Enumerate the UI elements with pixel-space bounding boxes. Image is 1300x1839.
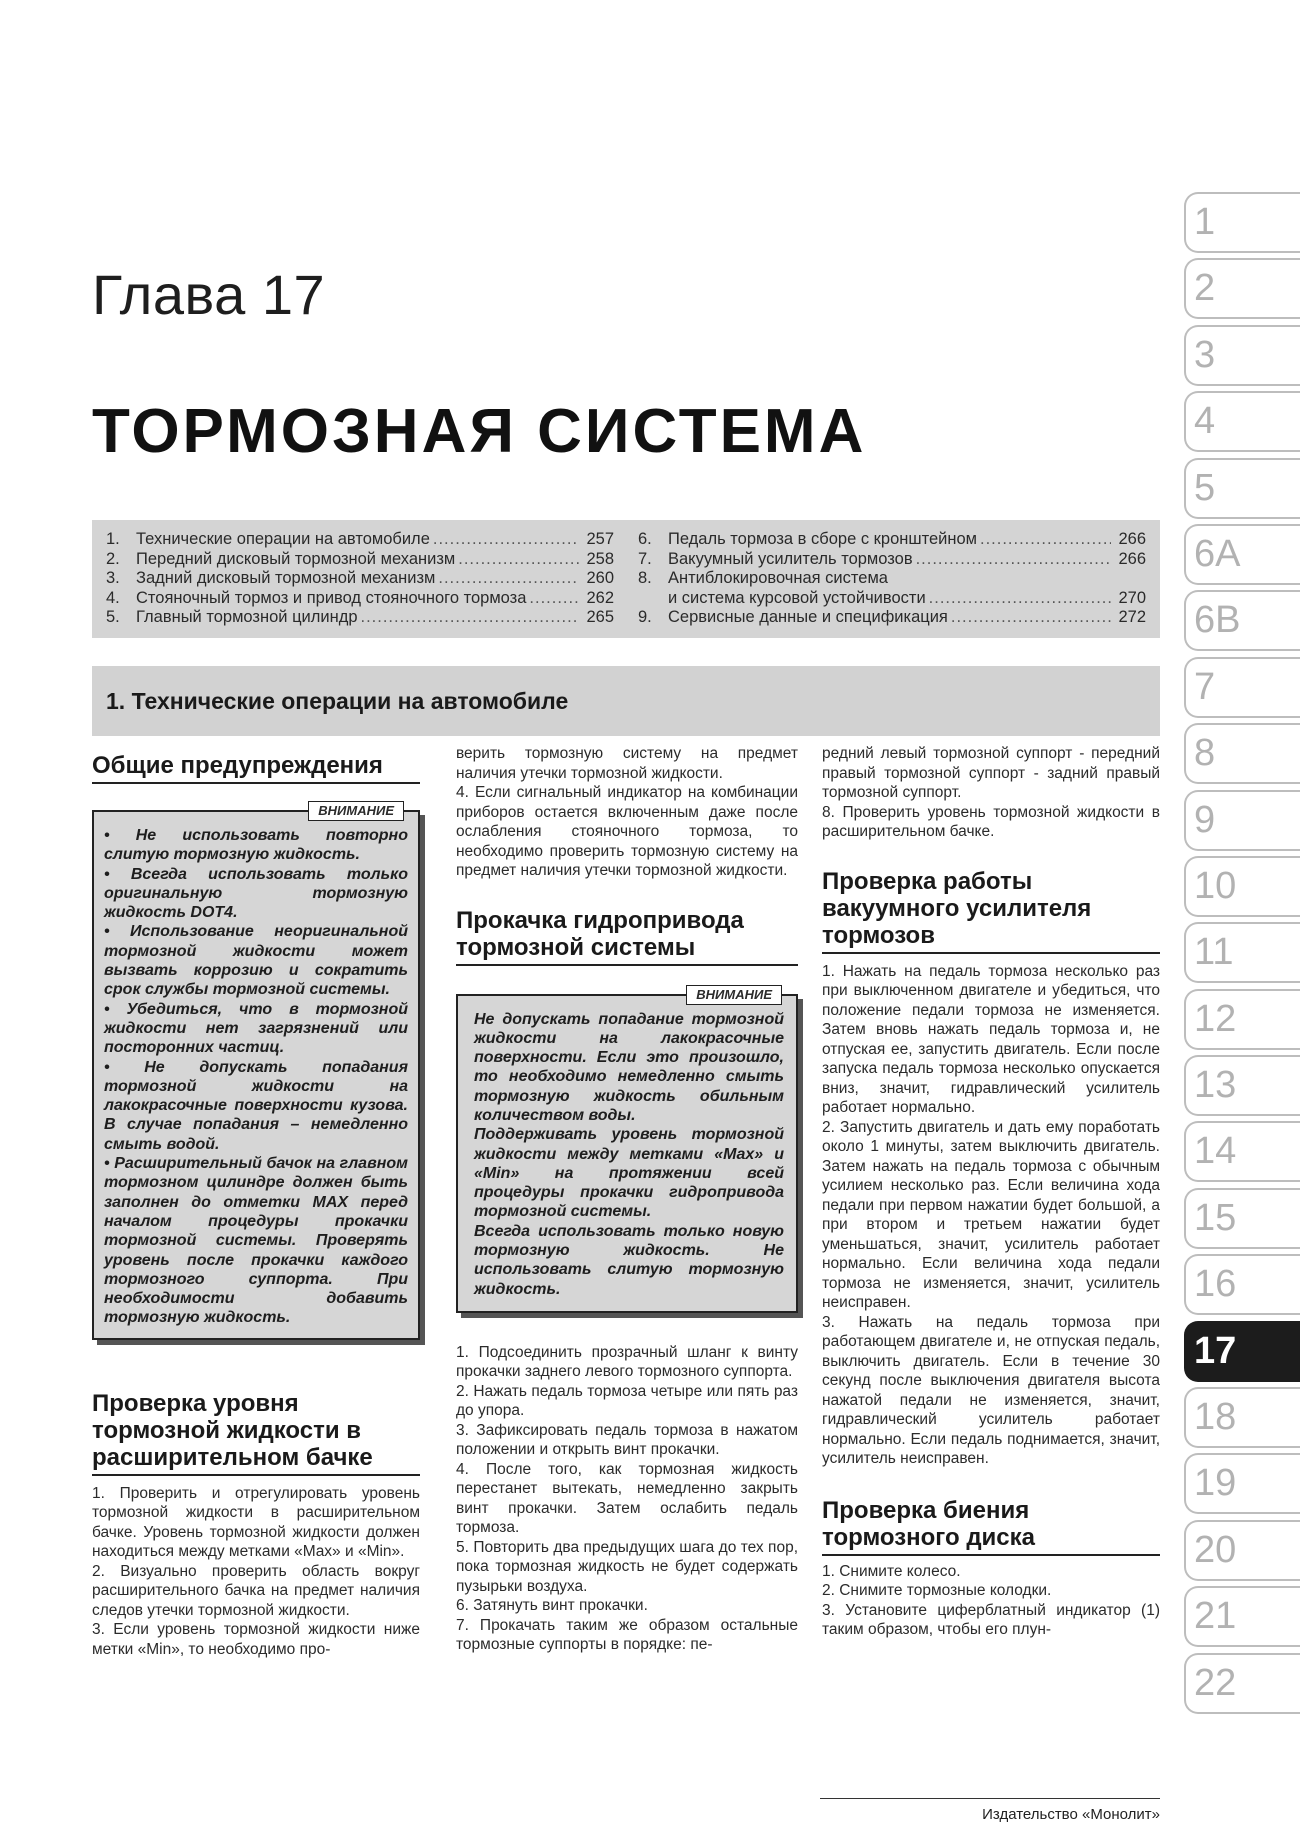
chapter-tab[interactable]: 9: [1184, 790, 1300, 851]
chapter-heading: Глава 17: [92, 263, 326, 326]
paragraph: 4. После того, как тормозная жидкость перестанет вытекать, немедленно закрыть винт прокачки. Затем ослабить педаль тормоза.: [456, 1460, 798, 1537]
warning-text: Всегда использовать только новую тормозную жидкость. Не использовать слитую тормозную жидкость.: [474, 1222, 784, 1298]
warning-label: ВНИМАНИЕ: [686, 985, 782, 1005]
chapter-tab[interactable]: 15: [1184, 1188, 1300, 1249]
warning-text: • Расширительный бачок на главном тормозном цилиндре должен быть заполнен до отметки MAX перед началом процедуры прокачки тормозной системы. Проверять уровень после прокачки каждого тормозного суппорта. При необходимости добавить тормозную жидкость.: [104, 1155, 408, 1327]
warning-text: • Использование неоригинальной тормозной жидкости может вызвать коррозию и сократить срок службы тормозной системы.: [104, 923, 408, 999]
section-heading: 1. Технические операции на автомобиле: [92, 666, 1160, 736]
warning-text: • Убедиться, что в тормозной жидкости нет загрязнений или посторонних частиц.: [104, 1000, 408, 1057]
chapter-tab[interactable]: 11: [1184, 922, 1300, 983]
chapter-tab[interactable]: 4: [1184, 391, 1300, 452]
column-3: [822, 744, 1160, 1640]
paragraph: 2. Визуально проверить область вокруг расширительного бачка на предмет наличия следов утечки тормозной жидкости.: [92, 1562, 420, 1619]
paragraph: редний левый тормозной суппорт - передний правый тормозной суппорт - задний правый тормозной суппорт.: [822, 745, 1160, 801]
chapter-tab[interactable]: 12: [1184, 989, 1300, 1050]
warning-box: [92, 803, 420, 1340]
chapter-tab[interactable]: 2: [1184, 258, 1300, 319]
paragraph: 7. Прокачать таким же образом остальные тормозные суппорты в порядке: пе-: [456, 1616, 798, 1654]
column-1: [92, 752, 420, 1659]
toc-item[interactable]: 2. Передний дисковый тормозной механизм ..... 258: [106, 550, 614, 570]
chapter-tab[interactable]: 21: [1184, 1586, 1300, 1647]
paragraph: 5. Повторить два предыдущих шага до тех пор, пока тормозная жидкость не будет содержать пузырьки воздуха.: [456, 1538, 798, 1595]
vacuum-steps: [822, 962, 1160, 1469]
toc-item[interactable]: 9. Сервисные данные и спецификация ..... 272: [638, 608, 1146, 628]
chapter-tab[interactable]: 6A: [1184, 524, 1300, 585]
toc-column-right: [638, 530, 1146, 628]
heading-bleeding: Прокачка гидропривода тормозной системы: [456, 907, 798, 966]
publisher-footer: Издательство «Монолит»: [982, 1806, 1160, 1823]
warning-text: • Не допускать попадания тормозной жидкости на лакокрасочные поверхности кузова. В случае попадания – немедленно смыть водой.: [104, 1058, 408, 1153]
chapter-tab[interactable]: 16: [1184, 1254, 1300, 1315]
warning-text: Поддерживать уровень тормозной жидкости между метками «Max» и «Min» на протяжении всей процедуры прокачки гидропривода тормозной системы.: [474, 1126, 784, 1221]
paragraph: 3. Зафиксировать педаль тормоза в нажатом положении и открыть винт прокачки.: [456, 1421, 798, 1459]
warning-text: • Всегда использовать только оригинальную тормозную жидкость DOT4.: [104, 865, 408, 922]
warning-text: Не допускать попадание тормозной жидкости на лакокрасочные поверхности. Если это произошло, то необходимо немедленно смыть тормозную жидкость обильным количеством воды.: [474, 1010, 784, 1124]
paragraph: 1. Нажать на педаль тормоза несколько раз при выключенном двигателе и убедиться, что положение педали тормоза не изменяется. Затем вновь нажать педаль тормоза и, не отпуская ее, запустить двигатель. Если после запуска педаль тормоза несколько опускается вниз, значит, гидравлический усилитель работает нормально.: [822, 962, 1160, 1116]
warning-box: [456, 986, 798, 1313]
warning-text: • Не использовать повторно слитую тормозную жидкость.: [104, 827, 408, 864]
paragraph: 4. Если сигнальный индикатор на комбинации приборов остается включенным даже после ослабления стояночного тормоза, то необходимо проверить тормозную систему на предмет наличия утечки тормозной жидкости.: [456, 784, 798, 879]
chapter-tab[interactable]: 10: [1184, 856, 1300, 917]
toc-column-left: [106, 530, 614, 628]
toc-item[interactable]: 8. Антиблокировочная система: [638, 569, 888, 587]
paragraph: верить тормозную систему на предмет наличия утечки тормозной жидкости.: [456, 745, 798, 782]
disc-steps: [822, 1562, 1160, 1640]
paragraph: 6. Затянуть винт прокачки.: [456, 1597, 648, 1615]
toc-item[interactable]: 3. Задний дисковый тормозной механизм ..... 260: [106, 569, 614, 589]
toc-item[interactable]: 1. Технические операции на автомобиле ..... 257: [106, 530, 614, 550]
chapter-tab[interactable]: 5: [1184, 458, 1300, 519]
heading-fluid-level: Проверка уровня тормозной жидкости в расширительном бачке: [92, 1390, 420, 1476]
chapter-tab[interactable]: 1: [1184, 192, 1300, 253]
heading-disc-runout: Проверка биения тормозного диска: [822, 1497, 1160, 1556]
chapter-tab[interactable]: 13: [1184, 1055, 1300, 1116]
paragraph: 3. Если уровень тормозной жидкости ниже метки «Min», то необходимо про-: [92, 1621, 420, 1658]
toc-item[interactable]: 5. Главный тормозной цилиндр ..... 265: [106, 608, 614, 628]
paragraph: 1. Подсоединить прозрачный шланг к винту прокачки заднего левого тормозного суппорта.: [456, 1343, 798, 1381]
chapter-tab[interactable]: 6B: [1184, 590, 1300, 651]
paragraph: 1. Проверить и отрегулировать уровень тормозной жидкости в расширительном бачке. Уровень тормозной жидкости должен находиться между метками «Max» и «Min».: [92, 1484, 420, 1561]
page-title: ТОРМОЗНАЯ СИСТЕМА: [92, 397, 867, 466]
chapter-tab[interactable]: 8: [1184, 723, 1300, 784]
toc-item[interactable]: 6. Педаль тормоза в сборе с кронштейном ..... 266: [638, 530, 1146, 550]
chapter-tab[interactable]: 17: [1184, 1321, 1300, 1382]
toc-item[interactable]: 7. Вакуумный усилитель тормозов ..... 266: [638, 550, 1146, 570]
footer-rule: [820, 1798, 1160, 1799]
bleeding-steps: [456, 1343, 798, 1655]
paragraph: 3. Установите циферблатный индикатор (1) таким образом, чтобы его плун-: [822, 1601, 1160, 1638]
paragraph: 1. Снимите колесо.: [822, 1562, 961, 1580]
toc-item[interactable]: 4. Стояночный тормоз и привод стояночного тормоза ..... 262: [106, 589, 614, 609]
chapter-tab[interactable]: 22: [1184, 1653, 1300, 1714]
heading-vacuum-booster: Проверка работы вакуумного усилителя тормозов: [822, 868, 1160, 954]
paragraph: 2. Снимите тормозные колодки.: [822, 1582, 1052, 1599]
column-2: [456, 744, 798, 1655]
table-of-contents: [92, 520, 1160, 638]
chapter-tabs: [1184, 192, 1300, 1719]
paragraph: 2. Нажать педаль тормоза четыре или пять раз до упора.: [456, 1382, 798, 1420]
warning-label: ВНИМАНИЕ: [308, 801, 404, 821]
chapter-tab[interactable]: 7: [1184, 657, 1300, 718]
chapter-tab[interactable]: 18: [1184, 1387, 1300, 1448]
fluid-level-steps: [92, 1484, 420, 1660]
toc-item[interactable]: и система курсовой устойчивости ..... 270: [638, 589, 1146, 609]
heading-general-warnings: Общие предупреждения: [92, 752, 420, 784]
paragraph: 3. Нажать на педаль тормоза при работающем двигателе и, не отпуская педаль, выключить двигатель. Если в течение 30 секунд после выключения двигателя высота нажатой педали не изменяется, значит, гидравлический усилитель работает нормально. Если педаль поднимается, значит, усилитель неисправен.: [822, 1313, 1160, 1467]
chapter-tab[interactable]: 14: [1184, 1121, 1300, 1182]
paragraph: 8. Проверить уровень тормозной жидкости в расширительном бачке.: [822, 803, 1160, 840]
paragraph: 2. Запустить двигатель и дать ему поработать около 1 минуты, затем выключить двигатель. Затем нажать на педаль тормоза с обычным усилием несколько раз. Если величина хода педали при первом нажатии будет большой, а при втором и третьем нажатии будет уменьшаться, значит, усилитель работает нормально. Если величина хода педали тормоза не изменяется, значит, усилитель неисправен.: [822, 1118, 1160, 1311]
chapter-tab[interactable]: 19: [1184, 1453, 1300, 1514]
chapter-tab[interactable]: 3: [1184, 325, 1300, 386]
chapter-tab[interactable]: 20: [1184, 1520, 1300, 1581]
